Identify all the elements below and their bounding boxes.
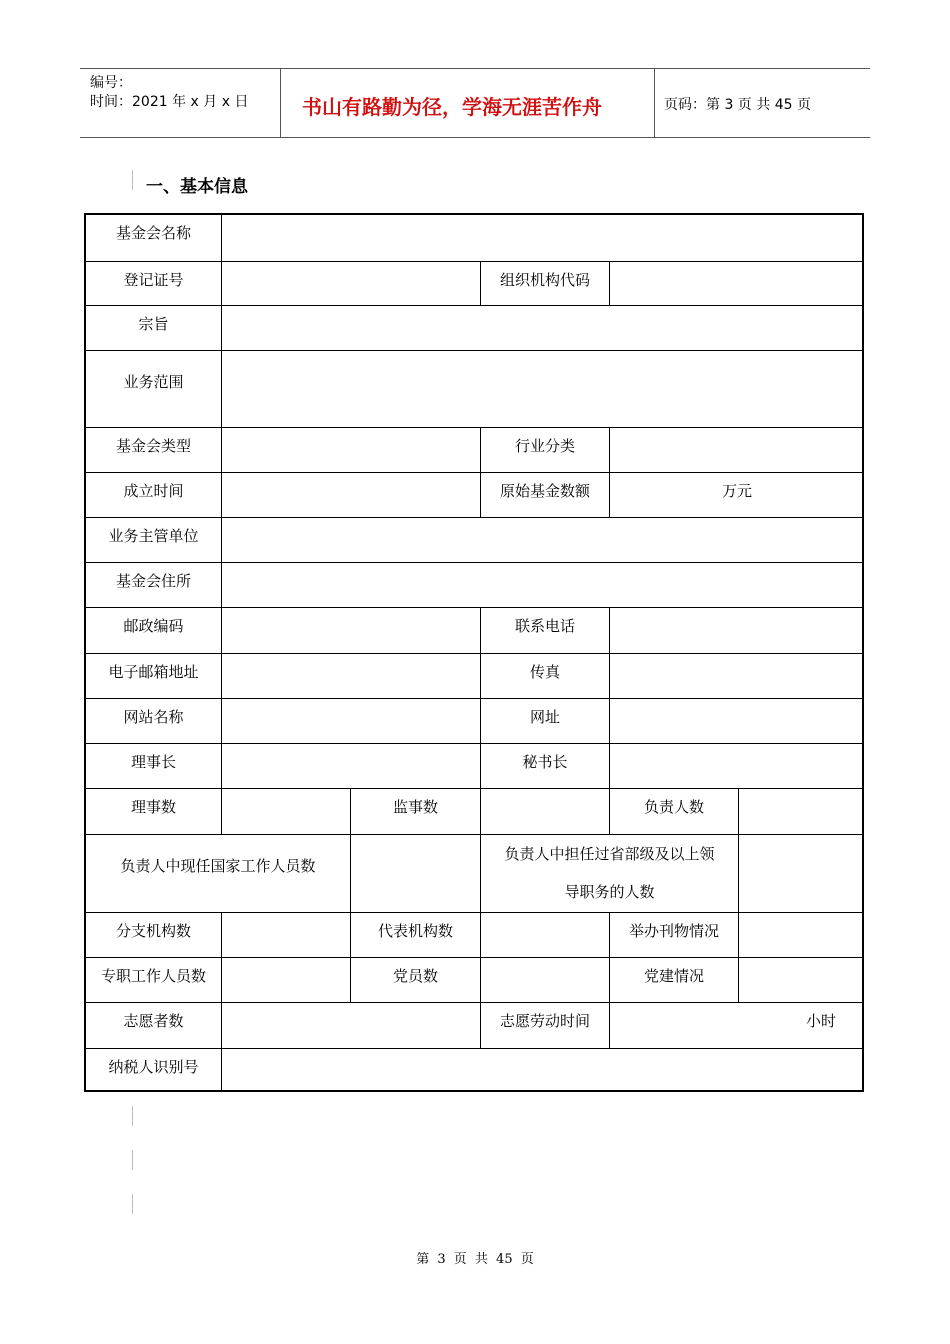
label-site-url: 网址 [481,699,610,744]
header-page-number: 页码：第 3 页 共 45 页 [664,97,811,113]
label-leaders: 负责人数 [610,789,739,835]
field-party-members[interactable] [481,958,610,1003]
label-branches: 分支机构数 [86,913,222,958]
label-volunteers: 志愿者数 [86,1003,222,1049]
label-supervisors: 监事数 [351,789,481,835]
field-postcode[interactable] [222,608,481,654]
label-taxpayer-id: 纳税人识别号 [86,1049,222,1090]
page-header [80,68,870,138]
field-leaders-provincial[interactable] [739,835,864,913]
label-fulltime-staff: 专职工作人员数 [86,958,222,1003]
field-address[interactable] [222,563,864,608]
label-site-name: 网站名称 [86,699,222,744]
label-foundation-type: 基金会类型 [86,428,222,473]
field-business-scope[interactable] [222,351,864,428]
field-branches[interactable] [222,913,351,958]
label-original-fund: 原始基金数额 [481,473,610,518]
field-founded[interactable] [222,473,481,518]
field-taxpayer-id[interactable] [222,1049,864,1090]
section-title: 一、基本信息 [146,177,248,197]
field-foundation-name[interactable] [222,215,864,262]
margin-mark [132,170,133,190]
page-footer: 第 3 页 共 45 页 [416,1252,534,1267]
number-label: 编号： [90,75,132,91]
label-phone: 联系电话 [481,608,610,654]
field-volunteer-hours[interactable]: 小时 [610,1003,864,1049]
field-org-code[interactable] [610,262,864,306]
field-email[interactable] [222,654,481,699]
header-motto: 书山有路勤为径，学海无涯苦作舟 [302,95,602,119]
label-leaders-provincial-line2: 导职务的人数 [564,883,655,901]
label-rep-offices: 代表机构数 [351,913,481,958]
field-industry[interactable] [610,428,864,473]
label-purpose: 宗旨 [86,306,222,351]
header-divider [654,69,655,137]
field-supervisors[interactable] [481,789,610,835]
label-registration-no: 登记证号 [86,262,222,306]
label-volunteer-hours: 志愿劳动时间 [481,1003,610,1049]
field-fax[interactable] [610,654,864,699]
label-industry: 行业分类 [481,428,610,473]
field-original-fund[interactable]: 万元 [610,473,864,518]
field-volunteers[interactable] [222,1003,481,1049]
margin-mark [132,1194,133,1214]
field-purpose[interactable] [222,306,864,351]
margin-mark [132,1106,133,1126]
field-leaders[interactable] [739,789,864,835]
field-site-url[interactable] [610,699,864,744]
label-publications: 举办刊物情况 [610,913,739,958]
label-business-scope: 业务范围 [86,351,222,428]
label-party-building: 党建情况 [610,958,739,1003]
field-fulltime-staff[interactable] [222,958,351,1003]
label-supervisor-unit: 业务主管单位 [86,518,222,563]
margin-mark [132,1150,133,1170]
label-org-code: 组织机构代码 [481,262,610,306]
field-directors[interactable] [222,789,351,835]
field-party-building[interactable] [739,958,864,1003]
label-address: 基金会住所 [86,563,222,608]
date-label: 时间：2021 年 x 月 x 日 [90,94,249,110]
field-secretary-general[interactable] [610,744,864,789]
field-supervisor-unit[interactable] [222,518,864,563]
field-publications[interactable] [739,913,864,958]
field-rep-offices[interactable] [481,913,610,958]
label-founded: 成立时间 [86,473,222,518]
field-leaders-state-staff[interactable] [351,835,481,913]
field-foundation-type[interactable] [222,428,481,473]
field-phone[interactable] [610,608,864,654]
label-party-members: 党员数 [351,958,481,1003]
label-leaders-state-staff: 负责人中现任国家工作人员数 [86,835,351,913]
field-chairman[interactable] [222,744,481,789]
label-leaders-provincial-line1: 负责人中担任过省部级及以上领 [504,845,715,863]
label-leaders-provincial [481,835,739,913]
label-chairman: 理事长 [86,744,222,789]
label-secretary-general: 秘书长 [481,744,610,789]
label-directors: 理事数 [86,789,222,835]
label-postcode: 邮政编码 [86,608,222,654]
field-site-name[interactable] [222,699,481,744]
basic-info-form [84,213,864,1092]
label-email: 电子邮箱地址 [86,654,222,699]
field-registration-no[interactable] [222,262,481,306]
label-fax: 传真 [481,654,610,699]
label-foundation-name: 基金会名称 [86,215,222,262]
